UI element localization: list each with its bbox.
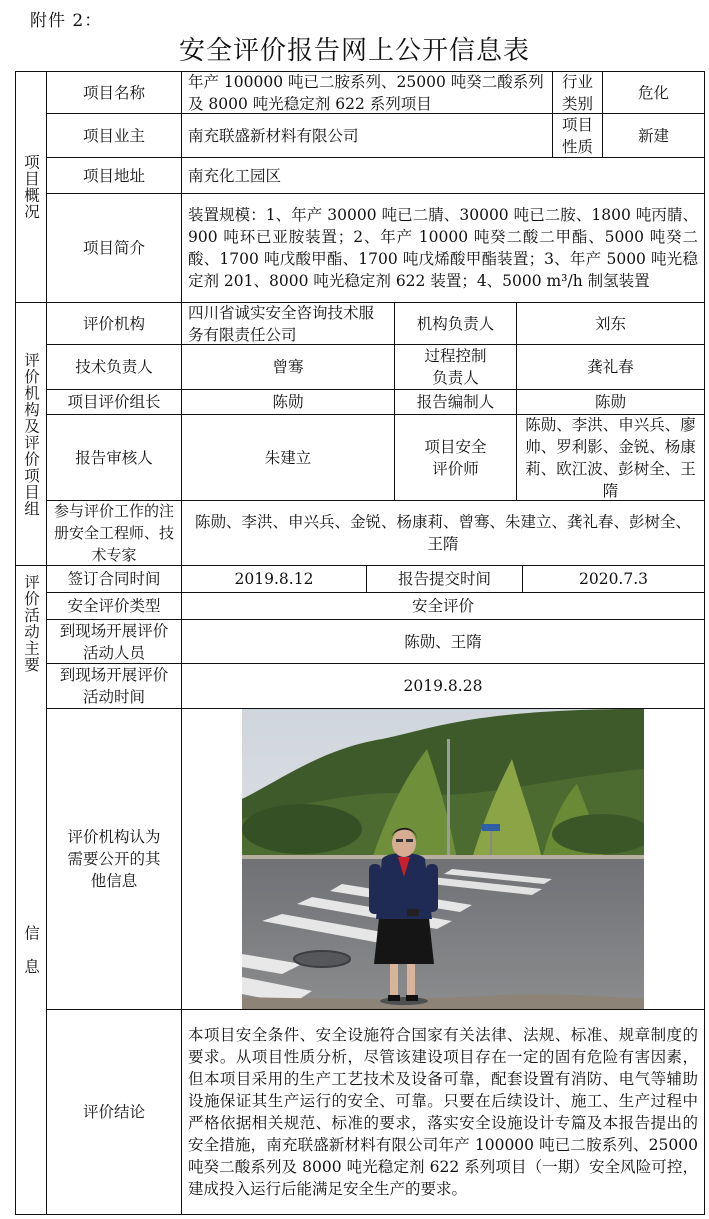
submit-label: 报告提交时间 [366,565,523,593]
org-value: 四川省诚实安全咨询技术服务有限责任公司 [181,302,395,345]
site-people-label: 到现场开展评价活动人员 [46,619,182,664]
project-name-value: 年产 100000 吨已二胺系列、25000 吨癸二酸系列及 8000 吨光稳定剂 622 系列项目 [181,71,553,114]
industry-value: 危化 [602,71,705,114]
site-time-label: 到现场开展评价活动时间 [46,663,182,709]
site-photo [242,709,644,1009]
owner-value: 南充联盛新材料有限公司 [181,113,553,158]
intro-value: 装置规模：1、年产 30000 吨已二腈、30000 吨已二胺、1800 吨丙腈、900 吨环已亚胺装置；2、年产 10000 吨癸二酸二甲酯、5000 吨癸二酸、1700 吨戊酸甲酯、1700 吨戊烯酸甲酯装置；3、年产 5000 吨光稳定剂 201、8000 吨光稳定剂 622 装置；4、5000 m³/h 制氢装置 [181,193,705,303]
section-activity [15,565,47,1215]
page-title: 安全评价报告网上公开信息表 [178,36,530,66]
leader-value: 陈勋 [181,389,395,415]
submit-value: 2020.7.3 [522,565,705,593]
nature-label: 项目性质 [552,113,603,158]
evaluator-value: 陈勋、李洪、申兴兵、廖帅、罗利影、金锐、杨康莉、欧江波、彭树全、王隋 [516,414,705,501]
section-agency-group: 评价机构及评价项目组 [15,302,47,566]
annex-label: 附件 2： [30,11,103,31]
site-photo-image [242,709,644,1009]
contract-label: 签订合同时间 [46,565,182,593]
process-value: 龚礼春 [516,344,705,390]
section-overview: 项目概况 [15,71,47,303]
contract-value: 2019.8.12 [181,565,367,593]
head-value: 刘东 [516,302,705,345]
writer-value: 陈勋 [516,389,705,415]
tech-value: 曾骞 [181,344,395,390]
writer-label: 报告编制人 [394,389,517,415]
conclusion-value: 本项目安全条件、安全设施符合国家有关法律、法规、标准、规章制度的要求。从项目性质分析，尽管该建设项目存在一定的固有危险有害因素，但本项目采用的生产工艺技术及设备可靠，配套设置有消防、电气等辅助设施保证其生产运行的安全、可靠。只要在后续设计、施工、生产过程中严格依据相关规范、标准的要求，落实安全设施设计专篇及本报告提出的安全措施，南充联盛新材料有限公司年产 100000 吨已二胺系列、25000 吨癸二酸系列及 8000 吨光稳定剂 622 系列项目（一期）安全风险可控，建成投入运行后能满足安全生产的要求。 [181,1009,705,1215]
owner-label: 项目业主 [46,113,182,158]
reviewer-label: 报告审核人 [46,414,182,501]
org-label: 评价机构 [46,302,182,345]
type-value: 安全评价 [181,592,705,620]
address-value: 南充化工园区 [181,157,705,194]
site-time-value: 2019.8.28 [181,663,705,709]
evaluator-label: 项目安全评价师 [394,414,517,501]
head-label: 机构负责人 [394,302,517,345]
section-activity-title: 评价活动主要 [22,574,40,673]
section-info-title: 信息 [22,925,40,992]
site-people-value: 陈勋、王隋 [181,619,705,664]
industry-label: 行业类别 [552,71,603,114]
project-name-label: 项目名称 [46,71,182,114]
process-label: 过程控制负责人 [394,344,517,390]
address-label: 项目地址 [46,157,182,194]
reviewer-value: 朱建立 [181,414,395,501]
type-label: 安全评价类型 [46,592,182,620]
engineers-value: 陈勋、李洪、申兴兵、金锐、杨康莉、曾骞、朱建立、龚礼春、彭树全、王隋 [181,500,705,566]
intro-label: 项目简介 [46,193,182,303]
conclusion-label: 评价结论 [46,1009,182,1215]
tech-label: 技术负责人 [46,344,182,390]
other-info-label: 评价机构认为需要公开的其他信息 [46,708,182,1010]
nature-value: 新建 [602,113,705,158]
leader-label: 项目评价组长 [46,389,182,415]
engineers-label: 参与评价工作的注册安全工程师、技术专家 [46,500,182,566]
